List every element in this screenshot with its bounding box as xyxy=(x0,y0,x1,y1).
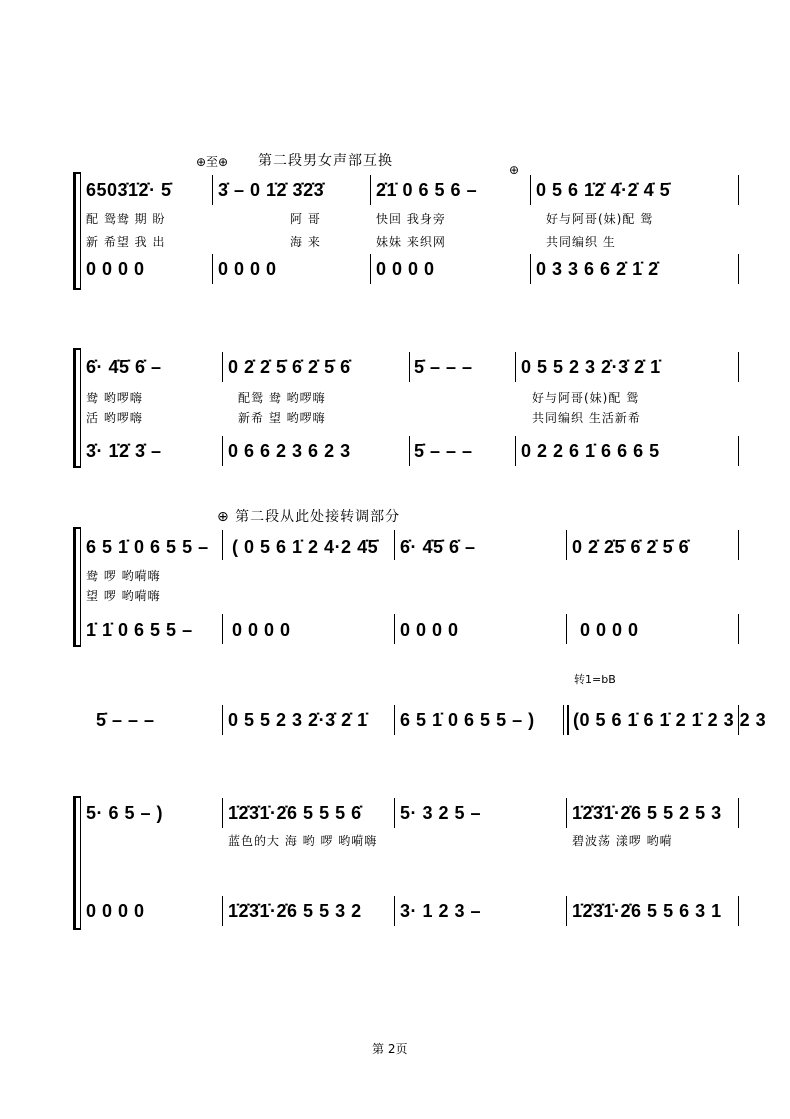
lyric-line-1: 阿 哥 xyxy=(290,212,321,226)
system-bracket xyxy=(73,172,76,290)
system-bracket xyxy=(73,796,76,930)
measure-lower: 3̇· 1̇2̇ 3̇ – xyxy=(86,441,162,461)
measure-upper: 6503̇1̇2̇· 5̇ xyxy=(86,180,172,200)
measure-lower: 1̇2̇3̇1̇·2̇6 5 5 3 2 xyxy=(228,901,362,921)
lyric-line-1: 鸯 哟啰嗨 xyxy=(86,391,143,405)
lyric-line-1: 好与阿哥(妹)配 鸳 xyxy=(532,391,640,405)
lyric-line-2: 望 啰 哟嗬嗨 xyxy=(86,589,161,603)
measure-upper: 2̇1̇ 0 6 5 6 – xyxy=(376,180,478,200)
measure-upper: 0 5 6 1̇2̇ 4̇·2̇ 4̇ 5̇ xyxy=(536,180,671,200)
measure-lower: 0 0 0 0 xyxy=(376,259,435,279)
measure-lower: 0 3 3 6 6 2̇ 1̇ 2̇ xyxy=(536,259,659,279)
lyric-line-2: 共同编织 生活新希 xyxy=(532,411,641,425)
lyric-line-2: 活 哟啰嗨 xyxy=(86,411,143,425)
measure-lower: 0 0 0 0 xyxy=(86,259,145,279)
lyric-line-2: 海 来 xyxy=(290,235,321,249)
coda-mark: ⊕ xyxy=(509,163,520,177)
measure-lower: 0 0 0 0 xyxy=(218,259,277,279)
lyric-line-1: 配 鸳鸯 期 盼 xyxy=(86,212,166,226)
measure-upper: 0 2̇ 2̇5̇ 6̇ 2̇ 5̇ 6̇ xyxy=(572,537,690,557)
measure-upper: 6 5 1̇ 0 6 5 5 – xyxy=(86,537,209,557)
key-change-label: 转1=bB xyxy=(574,673,616,686)
measure-upper: 1̇2̇3̇1̇·2̇6 5 5 5 6̇ xyxy=(228,803,362,823)
measure-upper: ( 0 5 6 1̇ 2 4·2 4̇5̇ xyxy=(232,537,379,557)
lyric-line-1: 配鸳 鸯 哟啰嗨 xyxy=(238,391,326,405)
measure-lower: 3· 1 2 3 – xyxy=(400,901,482,921)
lyric-line-1: 好与阿哥(妹)配 鸳 xyxy=(546,212,654,226)
lyric-line-2: 新 希望 我 出 xyxy=(86,235,166,249)
lyric-line-1: 蓝色的大 海 哟 啰 哟嗬嗨 xyxy=(228,834,378,848)
measure-upper: 1̇2̇3̇1̇·2̇6 5 5 2 5 3 xyxy=(572,803,722,823)
measure-lower: 5̇ – – – xyxy=(414,441,473,461)
transition-direction: ⊕ 第二段从此处接转调部分 xyxy=(217,509,401,525)
coda-jump-mark: ⊕至⊕ xyxy=(196,155,229,169)
measure-upper: 5̇ – – – xyxy=(96,710,155,730)
lyric-line-1: 快回 我身旁 xyxy=(376,212,446,226)
lyric-line-2: 妹妹 来织网 xyxy=(376,235,446,249)
measure-upper: 5̇ – – – xyxy=(414,357,473,377)
measure-upper: 0 5 5 2 3 2̇·3̇ 2̇ 1̇ xyxy=(228,710,368,730)
measure-lower: 0 0 0 0 xyxy=(580,620,639,640)
measure-lower: 0 0 0 0 xyxy=(400,620,459,640)
lyric-line-1: 碧波荡 漾啰 哟嗬 xyxy=(572,834,673,848)
system-bracket xyxy=(73,527,76,647)
measure-lower: 0 0 0 0 xyxy=(86,901,145,921)
measure-lower: 1̇2̇3̇1̇·2̇6 5 5 6 3 1 xyxy=(572,901,722,921)
measure-upper: 6̇· 4̇5̇ 6̇ – xyxy=(86,357,162,377)
measure-upper: 5· 6 5 – ) xyxy=(86,803,164,823)
lyric-line-1: 鸯 啰 哟嗬嗨 xyxy=(86,569,161,583)
measure-upper: (0 5 6 1̇ 6 1̇ 2 1̇ 2 3 2 3 xyxy=(573,710,767,730)
section-swap-direction: 第二段男女声部互换 xyxy=(258,153,393,169)
measure-upper: 0 2̇ 2̇ 5̇ 6̇ 2̇ 5̇ 6̇ xyxy=(228,357,351,377)
measure-lower: 1̇ 1̇ 0 6 5 5 – xyxy=(86,620,193,640)
system-bracket xyxy=(73,348,76,468)
lyric-line-2: 共同编织 生 xyxy=(546,235,616,249)
measure-upper: 6̇· 4̇5̇ 6̇ – xyxy=(400,537,476,557)
measure-lower: 0 6 6 2 3 6 2 3 xyxy=(228,441,351,461)
page-number: 第 2页 xyxy=(372,1042,408,1056)
measure-lower: 0 2 2 6 1̇ 6 6 6 5 xyxy=(521,441,660,461)
measure-lower: 0 0 0 0 xyxy=(232,620,291,640)
measure-upper: 0 5 5 2 3 2̇·3̇ 2̇ 1̇ xyxy=(521,357,661,377)
lyric-line-2: 新希 望 哟啰嗨 xyxy=(238,411,326,425)
measure-upper: 5· 3 2 5 – xyxy=(400,803,482,823)
measure-upper: 3̇ – 0 1̇2̇ 3̇2̇3̇ xyxy=(218,180,325,200)
measure-upper: 6 5 1̇ 0 6 5 5 – ) xyxy=(400,710,535,730)
